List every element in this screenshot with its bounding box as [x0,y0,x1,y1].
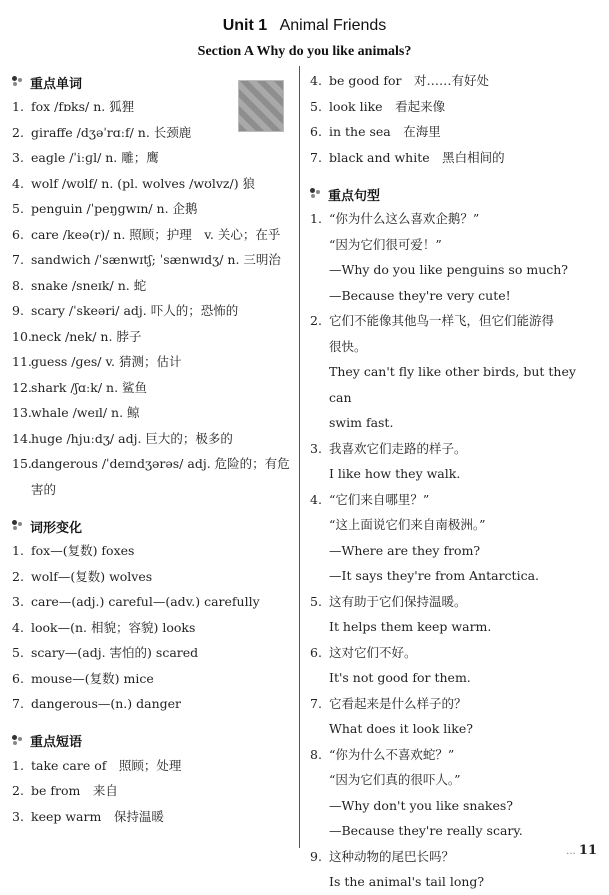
item-text: scary /ˈskeəri/ adj. 吓人的；恐怖的 [31,303,239,318]
section-title: Section A Why do you like animals? [197,44,412,59]
phrase-item [310,94,600,120]
item-text: mouse—(复数) mice [31,670,154,686]
sentence-line: —Why don't you like snakes? [329,797,514,813]
sentences-list [310,206,600,895]
vocab-item [12,451,297,477]
item-text: giraffe /dʒəˈrɑːf/ n. 长颈鹿 [31,124,192,140]
form-item [12,589,297,615]
item-number: 7. [12,252,24,267]
vocab-item-continued: 害的 [31,481,57,497]
phrase-item [310,119,600,145]
vocab-list [12,94,297,502]
item-number: 8. [12,277,24,293]
form-item [12,691,297,717]
item-number: 4. [310,73,322,88]
sentence-item [310,640,600,666]
sentence-line: “因为它们真的很吓人。” [329,772,461,787]
sentences-heading: 重点句型 [310,182,600,206]
form-item [12,666,297,692]
sentence-line: “因为它们很可爱！” [329,236,442,252]
item-text: wolf /wʊlf/ n. (pl. wolves /wʊlvz/) 狼 [31,175,256,191]
item-number: 7. [12,696,24,711]
form-item [12,615,297,641]
item-text: huge /hjuːdʒ/ adj. 巨大的；极多的 [31,430,233,446]
item-text: 这种动物的尾巴长吗？ [329,848,455,864]
item-number: 2. [12,124,24,140]
form-item [12,538,297,564]
column-divider [299,66,300,848]
item-number: 2. [12,783,24,798]
item-text: look—(n. 相貌；容貌) looks [31,619,196,635]
sentence-line: —Because they're very cute! [329,287,511,303]
sentence-line: “这上面说它们来自南极洲。” [329,517,486,532]
right-column [310,68,600,895]
phrase-item [310,145,600,171]
sentence-line: —It says they're from Antarctica. [329,568,539,583]
item-text: 这对它们不好。 [329,644,417,660]
item-text: dangerous—(n.) danger [31,696,181,711]
item-number: 3. [12,150,24,165]
sentence-line: It's not good for them. [329,670,471,685]
sentence-item [310,206,600,232]
sentence-line: swim fast. [329,415,394,430]
unit-title [0,17,609,35]
item-text: scary—(adj. 害怕的) scared [31,645,199,660]
item-number: 6. [310,124,322,139]
vocab-item [12,426,297,452]
sentence-line: I like how they walk. [329,466,461,481]
vocab-item [12,324,297,350]
item-number: 2. [12,568,24,584]
item-text: keep warm 保持温暖 [31,808,164,824]
item-text: “你为什么这么喜欢企鹅？” [329,211,480,226]
item-number: 3. [310,440,322,456]
item-number: 14. [12,430,32,446]
item-number: 2. [310,313,322,328]
item-number: 1. [310,211,322,226]
item-text: 它们不能像其他鸟一样飞，但它们能游得 [329,313,555,328]
item-number: 13. [12,405,32,420]
vocab-item [12,273,297,299]
page-number: 11 [578,843,597,858]
item-number: 5. [310,98,322,114]
item-number: 3. [12,808,24,824]
unit-number: Unit 1 [222,17,268,34]
item-text: sandwich /ˈsænwɪtʃ; ˈsænwɪdʒ/ n. 三明治 [31,252,281,267]
vocab-item [12,247,297,273]
item-number: 15. [12,456,32,471]
item-text: 我喜欢它们走路的样子。 [329,440,467,456]
vocab-item [12,375,297,401]
item-number: 4. [12,619,24,635]
sentence-item [310,589,600,615]
item-number: 5. [12,201,24,216]
item-text: penguin /ˈpeŋɡwɪn/ n. 企鹅 [31,201,198,216]
item-number: 1. [12,543,24,558]
item-number: 5. [12,645,24,660]
item-number: 9. [12,303,24,318]
item-text: care /keə(r)/ n. 照顾；护理 v. 关心；在乎 [31,226,281,242]
item-text: “你为什么不喜欢蛇？” [329,746,455,762]
sentence-item [310,742,600,768]
phrase-item [310,68,600,94]
item-text: “它们来自哪里？” [329,491,430,507]
item-text: guess /ɡes/ v. 猜测；估计 [31,354,182,369]
item-text: 这有助于它们保持温暖。 [329,593,467,609]
vocab-item [12,196,297,222]
item-number: 4. [310,491,322,507]
item-number: 1. [12,757,24,773]
vocab-heading: 重点单词 [12,70,297,94]
item-text: eagle /ˈiːɡl/ n. 雕；鹰 [31,150,159,165]
item-text: shark /ʃɑːk/ n. 鲨鱼 [31,379,148,395]
vocab-item [12,94,297,120]
sentence-line: They can't fly like other birds, but they can [329,364,576,405]
item-text: be from 来自 [31,783,118,798]
item-number: 4. [12,175,24,191]
form-item [12,564,297,590]
item-number: 6. [12,670,24,686]
sentence-item [310,487,600,513]
sentence-line: It helps them keep warm. [329,619,492,634]
sentence-line: Is the animal's tail long? [329,874,485,889]
sentence-item [310,308,600,334]
vocab-item [12,298,297,324]
item-number: 12. [12,379,32,395]
item-text: care—(adj.) careful—(adv.) carefully [31,594,260,609]
phrases-list-continued [310,68,600,170]
phrases-list [12,753,297,830]
sentence-line: —Because they're really scary. [329,823,523,838]
sentence-item [310,436,600,462]
sentence-line: What does it look like? [329,721,473,736]
item-text: fox—(复数) foxes [31,543,135,558]
item-text: fox /fɒks/ n. 狐狸 [31,99,135,114]
item-text: black and white 黑白相间的 [329,149,505,165]
bullet-dots-icon [310,188,324,200]
sentence-line: 很快。 [329,338,367,354]
phrase-item [12,753,297,779]
phrase-item [12,778,297,804]
bullet-dots-icon [12,76,26,88]
item-number: 7. [310,695,322,711]
item-number: 10. [12,328,32,344]
item-text: be good for 对……有好处 [329,73,490,88]
item-number: 3. [12,594,24,609]
left-column [12,68,297,829]
item-number: 7. [310,149,322,165]
vocab-item [12,400,297,426]
item-number: 11. [12,354,32,369]
item-number: 9. [310,848,322,864]
unit-name: Animal Friends [279,17,387,34]
vocab-item [12,171,297,197]
item-text: whale /weɪl/ n. 鲸 [31,405,140,420]
page-footer [566,843,597,858]
vocab-item [12,349,297,375]
item-text: neck /nek/ n. 脖子 [31,328,142,344]
item-number: 6. [310,644,322,660]
forms-list [12,538,297,717]
item-number: 5. [310,593,322,609]
item-text: take care of 照顾；处理 [31,757,182,773]
footer-label: ... [566,846,576,857]
vocab-item [12,145,297,171]
item-text: wolf—(复数) wolves [31,568,153,584]
sentence-line: —Where are they from? [329,542,481,558]
sentence-line: —Why do you like penguins so much? [329,262,568,277]
sentence-item [310,691,600,717]
item-number: 6. [12,226,24,242]
forms-heading: 词形变化 [12,514,297,538]
vocab-item [12,222,297,248]
phrases-heading: 重点短语 [12,729,297,753]
bullet-dots-icon [12,520,26,532]
form-item [12,640,297,666]
vocab-item [12,120,297,146]
item-text: snake /sneɪk/ n. 蛇 [31,277,147,293]
sentence-item [310,844,600,870]
item-text: dangerous /ˈdeɪndʒərəs/ adj. 危险的；有危 [31,456,290,471]
item-text: in the sea 在海里 [329,124,441,139]
phrase-item [12,804,297,830]
item-text: 它看起来是什么样子的？ [329,695,467,711]
item-text: look like 看起来像 [329,98,446,114]
item-number: 1. [12,99,24,114]
bullet-dots-icon [12,735,26,747]
item-number: 8. [310,746,322,762]
